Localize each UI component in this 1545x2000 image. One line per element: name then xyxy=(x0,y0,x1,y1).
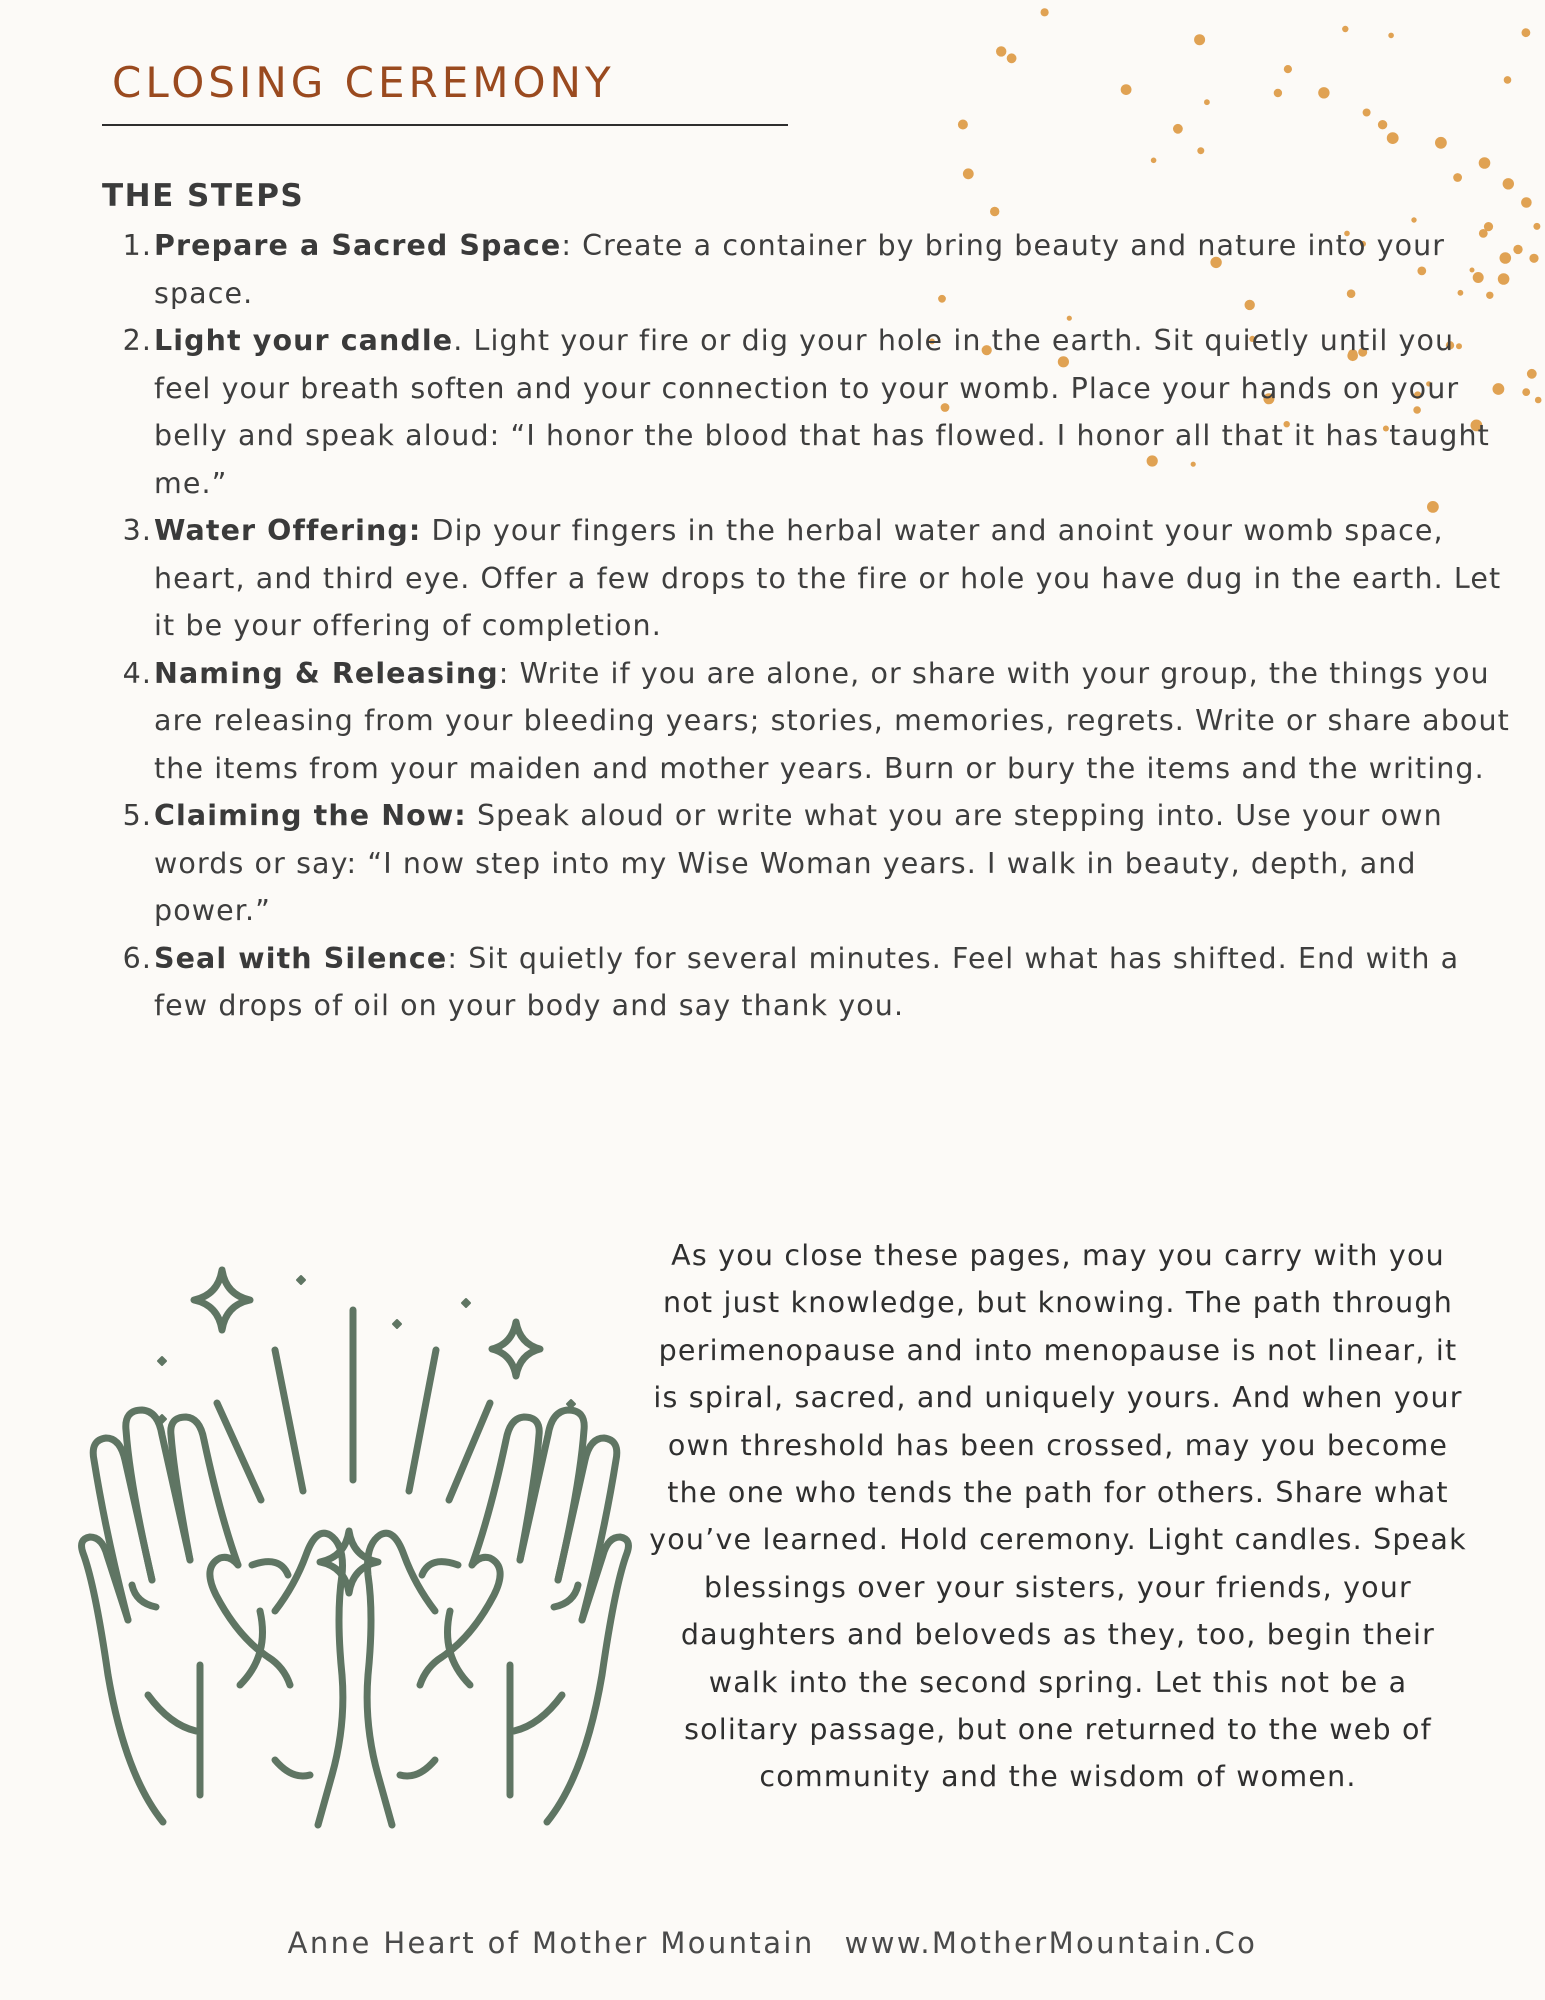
title-underline xyxy=(102,124,788,126)
footer-author: Anne Heart of Mother Mountain xyxy=(287,1926,815,1960)
decorative-dot xyxy=(1007,53,1017,63)
decorative-dot xyxy=(1197,147,1204,154)
decorative-dot xyxy=(1342,26,1348,32)
steps-list xyxy=(102,222,1512,1030)
closing-paragraph: As you close these pages, may you carry with you not just knowledge, but knowing. The path through perimenopause and into menopause is not linear, it is spiral, sacred, and uniquely yours. And when your own threshold has been crossed, may you become the one who tends the path for others. Share what you’ve learned. Hold ceremony. Light candles. Speak blessings over your sisters, your friends, your daughters and beloveds as they, too, begin their walk into the second spring. Let this not be a solitary passage, but one returned to the web of community and the wisdom of women. xyxy=(649,1239,1467,1794)
step-item xyxy=(102,650,1512,793)
decorative-dot xyxy=(1204,99,1210,105)
footer xyxy=(0,1926,1545,1960)
decorative-dot xyxy=(1378,120,1387,129)
step-title: Light your candle xyxy=(154,324,454,357)
decorative-dot xyxy=(1533,223,1540,230)
decorative-dot xyxy=(990,207,999,216)
step-item xyxy=(102,935,1512,1030)
step-text: . Light your fire or dig your hole in the earth. Sit quietly until you feel your breath soften and your connection to your womb. Place your hands on your belly and speak aloud: “I honor the blood that has flowed. I honor all that it has taught me.” xyxy=(154,324,1490,500)
step-text: Dip your fingers in the herbal water and anoint your womb space, heart, and third eye. Offer a few drops to the fire or hole you have dug in the earth. Let it be your offering of completion. xyxy=(154,514,1502,642)
decorative-dot xyxy=(1529,254,1538,263)
decorative-dot xyxy=(963,168,974,179)
step-title: Water Offering: xyxy=(154,514,422,547)
decorative-dot xyxy=(1503,178,1514,189)
step-number: 1. xyxy=(122,229,152,262)
decorative-dot xyxy=(1527,369,1537,379)
step-text: : Write if you are alone, or share with your group, the things you are releasing from your bleeding years; stories, memories, regrets. Write or share about the items from your maiden and mother years. Burn or bury the items and the writing. xyxy=(154,656,1510,785)
step-item xyxy=(102,792,1512,935)
decorative-dot xyxy=(1363,109,1371,117)
footer-website: www.MotherMountain.Co xyxy=(844,1926,1258,1960)
step-item xyxy=(102,222,1512,317)
step-number: 6. xyxy=(122,941,152,975)
step-text: : Sit quietly for several minutes. Feel what has shifted. End with a few drops of oil on your body and say thank you. xyxy=(154,941,1460,1022)
page-title: CLOSING CEREMONY xyxy=(112,58,615,107)
decorative-dot xyxy=(1479,157,1491,169)
decorative-dot xyxy=(1435,137,1447,149)
step-text: : Create a container by bring beauty and nature into your space. xyxy=(154,229,1446,310)
step-item xyxy=(102,507,1512,650)
step-number: 5. xyxy=(122,799,152,832)
step-title: Naming & Releasing xyxy=(154,656,499,690)
decorative-dot xyxy=(1041,8,1049,16)
step-item xyxy=(102,317,1512,507)
decorative-dot xyxy=(1453,173,1462,182)
open-hands-with-sparkles-icon xyxy=(70,1255,640,1830)
decorative-dot xyxy=(1522,28,1531,37)
decorative-dot xyxy=(1121,84,1132,95)
decorative-dot xyxy=(1194,34,1205,45)
decorative-dot xyxy=(1521,197,1532,208)
step-text: Speak aloud or write what you are stepping into. Use your own words or say: “I now step into my Wise Woman years. I walk in beauty, depth, and power.” xyxy=(154,799,1443,927)
step-title: Prepare a Sacred Space xyxy=(154,229,562,262)
steps-heading: THE STEPS xyxy=(102,178,305,214)
step-number: 2. xyxy=(122,324,152,357)
decorative-dot xyxy=(1388,33,1394,39)
decorative-dot xyxy=(1387,132,1399,144)
step-number: 3. xyxy=(122,514,152,547)
decorative-dot xyxy=(1151,158,1157,164)
decorative-dot xyxy=(1284,65,1292,73)
decorative-dot xyxy=(1504,76,1512,84)
decorative-dot xyxy=(1173,124,1183,134)
decorative-dot xyxy=(1513,245,1522,254)
decorative-dot xyxy=(1535,397,1542,404)
decorative-dot xyxy=(1522,388,1530,396)
decorative-dot xyxy=(958,120,968,130)
step-title: Seal with Silence xyxy=(154,941,448,975)
step-number: 4. xyxy=(122,656,152,690)
decorative-dot xyxy=(1318,87,1329,98)
step-title: Claiming the Now: xyxy=(154,799,467,832)
decorative-dot xyxy=(996,46,1006,56)
decorative-dot xyxy=(1274,89,1282,97)
